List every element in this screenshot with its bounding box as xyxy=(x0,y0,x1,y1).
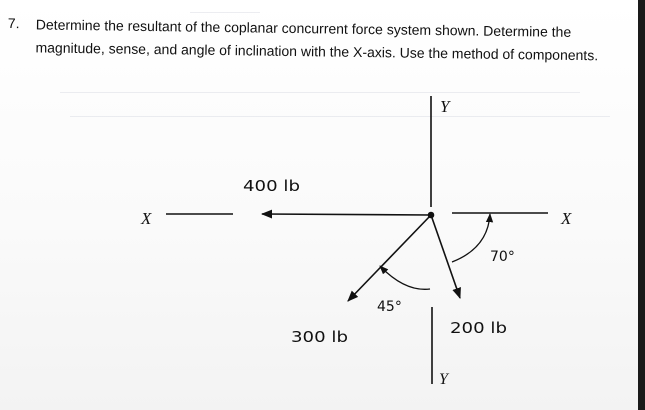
angle-70-arc xyxy=(452,214,490,262)
problem-text-line-2: magnitude, sense, and angle of inclination with the X-axis. Use the method of components. xyxy=(35,39,599,64)
angle-45-label: 45° xyxy=(377,299,402,315)
force-200-arrow xyxy=(431,215,460,298)
x-axis-left-label: X xyxy=(141,209,152,228)
y-axis-bottom-label: Y xyxy=(439,371,448,388)
force-200-label: 200 lb xyxy=(450,319,507,337)
force-300-label: 300 lb xyxy=(291,328,348,346)
force-400-arrow xyxy=(262,214,431,215)
problem-text-line-1: Determine the resultant of the coplanar concurrent force system shown. Determine the xyxy=(35,16,572,40)
force-300-arrow xyxy=(348,215,431,301)
y-axis-top-label: Y xyxy=(440,97,450,116)
force-400-label: 400 lb xyxy=(243,177,300,195)
x-axis-right-label: X xyxy=(561,209,572,228)
angle-45-arc xyxy=(380,266,430,289)
problem-number: 7. xyxy=(7,14,20,32)
angle-70-label: 70° xyxy=(490,249,515,265)
